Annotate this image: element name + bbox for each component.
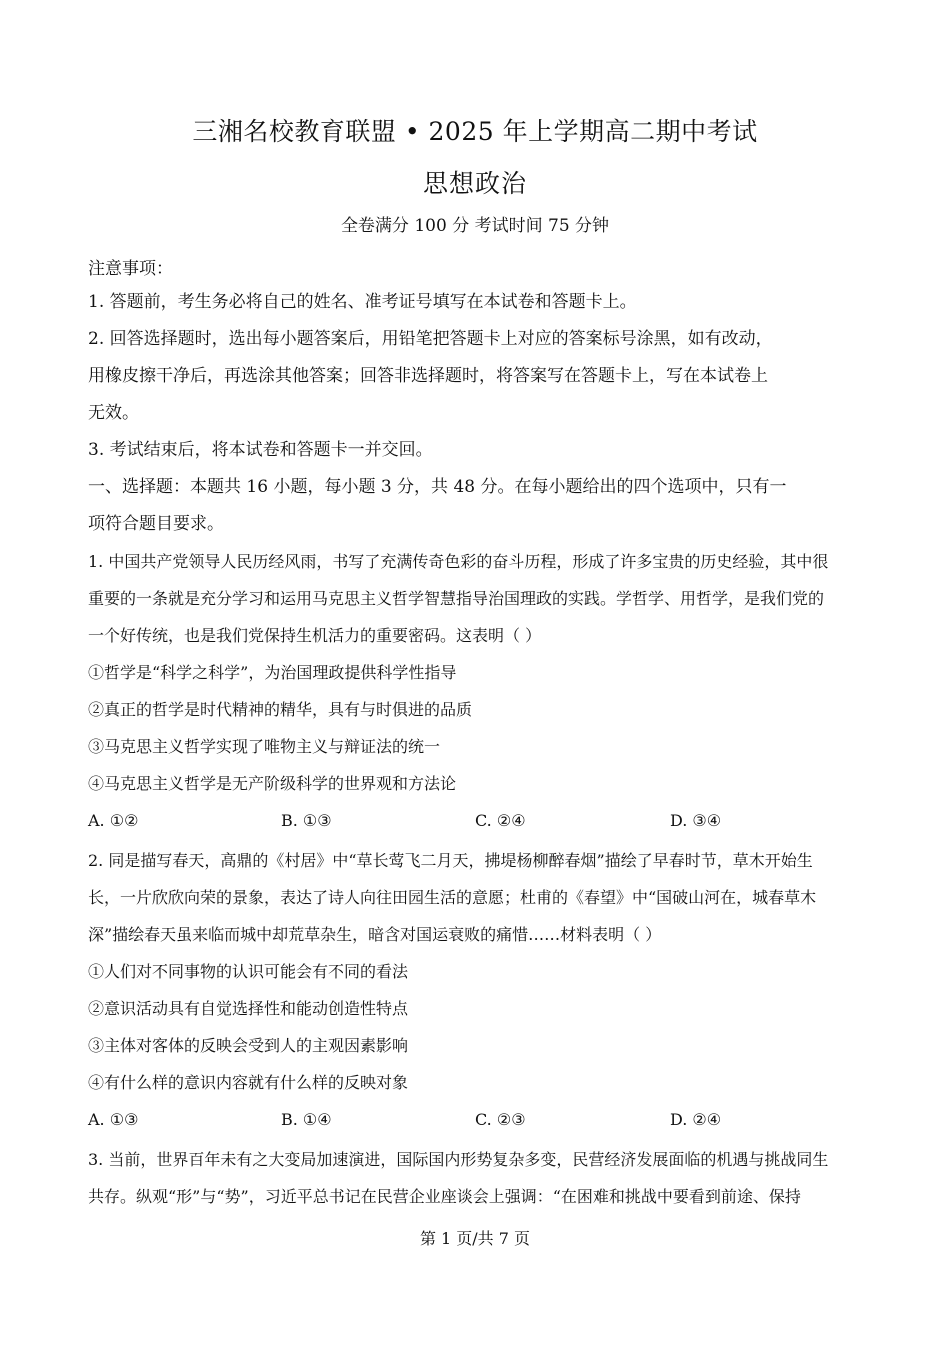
- question-item: ②真正的哲学是时代精神的精华，具有与时俱进的品质: [88, 700, 473, 719]
- option-a: A. ①③: [88, 1110, 139, 1129]
- option-c: C. ②④: [475, 811, 526, 830]
- notice-line: 无效。: [88, 403, 139, 423]
- option-d: D. ②④: [670, 1110, 722, 1129]
- question-item: ③主体对客体的反映会受到人的主观因素影响: [88, 1036, 409, 1055]
- notice-line: 1. 答题前，考生务必将自己的姓名、准考证号填写在本试卷和答题卡上。: [88, 292, 637, 312]
- option-b: B. ①④: [281, 1110, 332, 1129]
- subject-title: 思想政治: [422, 169, 527, 198]
- option-d: D. ③④: [670, 811, 722, 830]
- question-stem: 重要的一条就是充分学习和运用马克思主义哲学智慧指导治国理政的实践。学哲学、用哲学，是我们党的: [88, 589, 825, 608]
- question-stem: 长，一片欣欣向荣的景象，表达了诗人向往田园生活的意愿；杜甫的《春望》中“国破山河在，城春草木: [88, 888, 817, 907]
- question-item: ④马克思主义哲学是无产阶级科学的世界观和方法论: [88, 774, 457, 793]
- page-number: 第 1 页/共 7 页: [419, 1229, 531, 1248]
- section-heading: 项符合题目要求。: [88, 514, 224, 534]
- question-stem: 2. 同是描写春天，高鼎的《村居》中“草长莺飞二月天，拂堤杨柳醉春烟”描绘了早春时节，草木开始生: [88, 851, 813, 870]
- exam-title: 三湘名校教育联盟 • 2025 年上学期高二期中考试: [192, 117, 758, 146]
- notice-line: 2. 回答选择题时，选出每小题答案后，用铅笔把答题卡上对应的答案标号涂黑，如有改动，: [88, 329, 773, 349]
- exam-meta: 全卷满分 100 分 考试时间 75 分钟: [340, 216, 610, 236]
- option-a: A. ①②: [88, 811, 139, 830]
- option-c: C. ②③: [475, 1110, 526, 1129]
- answer-options: [88, 1110, 868, 1134]
- section-heading: 一、选择题：本题共 16 小题，每小题 3 分，共 48 分。在每小题给出的四个选项中，只有一: [88, 477, 787, 497]
- question-item: ①哲学是“科学之科学”，为治国理政提供科学性指导: [88, 663, 457, 682]
- question-stem: 3. 当前，世界百年未有之大变局加速演进，国际国内形势复杂多变，民营经济发展面临的机遇与挑战同生: [88, 1150, 829, 1169]
- question-stem: 深”描绘春天虽来临而城中却荒草杂生，暗含对国运衰败的痛惜……材料表明（ ）: [88, 925, 662, 944]
- question-stem: 1. 中国共产党领导人民历经风雨，书写了充满传奇色彩的奋斗历程，形成了许多宝贵的历史经验，其中很: [88, 552, 829, 571]
- answer-options: [88, 811, 868, 835]
- question-stem: 一个好传统，也是我们党保持生机活力的重要密码。这表明（ ）: [88, 626, 542, 645]
- option-b: B. ①③: [281, 811, 332, 830]
- notice-line: 用橡皮擦干净后，再选涂其他答案；回答非选择题时，将答案写在答题卡上，写在本试卷上: [88, 366, 768, 386]
- notice-heading: 注意事项：: [88, 259, 173, 279]
- question-stem: 共存。纵观“形”与“势”，习近平总书记在民营企业座谈会上强调：“在困难和挑战中要看到前途、保持: [88, 1187, 801, 1206]
- question-item: ②意识活动具有自觉选择性和能动创造性特点: [88, 999, 409, 1018]
- question-item: ③马克思主义哲学实现了唯物主义与辩证法的统一: [88, 737, 441, 756]
- notice-line: 3. 考试结束后，将本试卷和答题卡一并交回。: [88, 440, 433, 460]
- question-item: ①人们对不同事物的认识可能会有不同的看法: [88, 962, 409, 981]
- question-item: ④有什么样的意识内容就有什么样的反映对象: [88, 1073, 409, 1092]
